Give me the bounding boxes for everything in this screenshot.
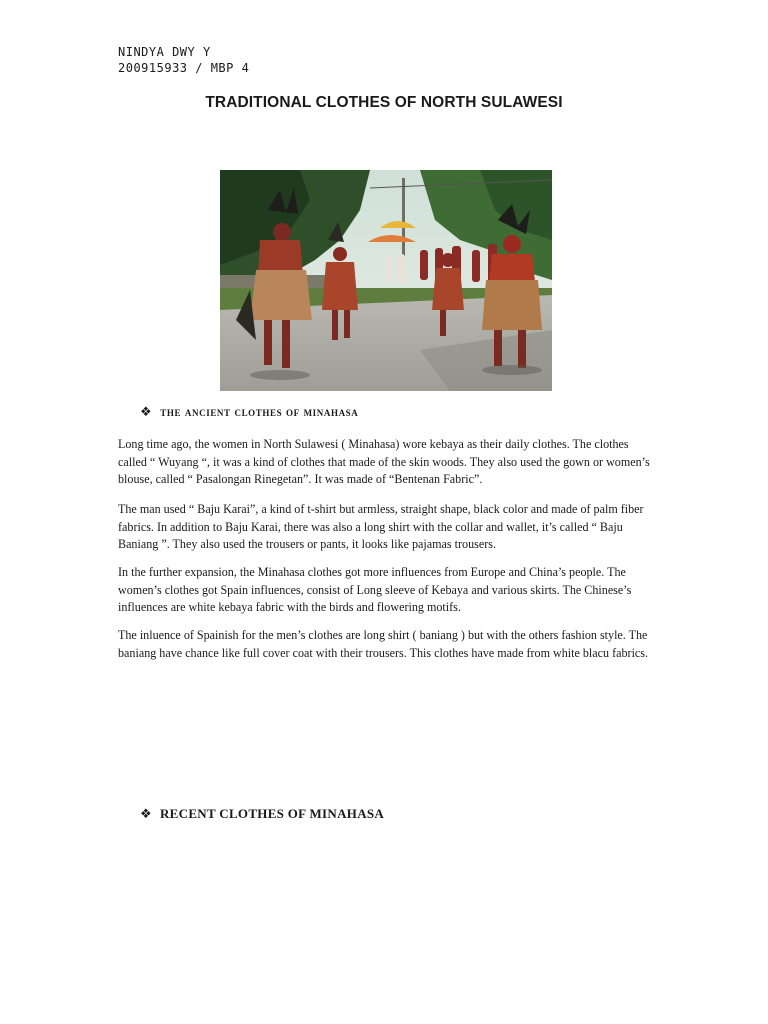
paragraph-spanish-influence: The inluence of Spainish for the men’s clothes are long shirt ( baniang ) but with the others fashion style. The baniang have chance like full cover coat with their trousers. This clothes have made from white blacu fabrics. [118,628,649,660]
author-id: 200915933 / MBP 4 [118,61,250,75]
dancers-photo [220,170,552,391]
author-name: NINDYA DWY Y [118,45,211,59]
diamond-bullet-icon: ❖ [140,806,152,821]
section-heading-ancient-clothes [140,404,358,420]
paragraph-further-expansion: In the further expansion, the Minahasa clothes got more influences from Europe and China’s people. The women’s clothes got Spain influences, consist of Long sleeve of Kebaya and various skirts. The Chinese’s influences are white kebaya fabric with the birds and flowering motifs. [118,565,632,614]
section-heading-text: RECENT CLOTHES OF MINAHASA [159,806,385,821]
diamond-bullet-icon: ❖ [140,404,153,419]
page-title: TRADITIONAL CLOTHES OF NORTH SULAWESI [205,94,563,111]
section-heading-text: the ancient clothes of minahasa [160,404,359,419]
paragraph-women-clothes: Long time ago, the women in North Sulawesi ( Minahasa) wore kebaya as their daily clothes. The clothes called “ Wuyang “, it was a kind of clothes that made of the skin woods. They also used the gown or women’s blouse, called “ Pasalongan Rinegetan”. It was made of “Bentenan Fabric”. [118,437,650,486]
author-block [118,44,249,76]
dancers-photo-illustration [220,170,552,391]
paragraph-men-clothes: The man used “ Baju Karai”, a kind of t-shirt but armless, straight shape, black color and made of palm fiber fabrics. In addition to Baju Karai, there was also a long shirt with the collar and wallet, it’s called “ Baju Baniang ”. They also used the trousers or pants, it looks like pajamas trousers. [118,502,644,551]
section-heading-recent-clothes [140,806,384,822]
